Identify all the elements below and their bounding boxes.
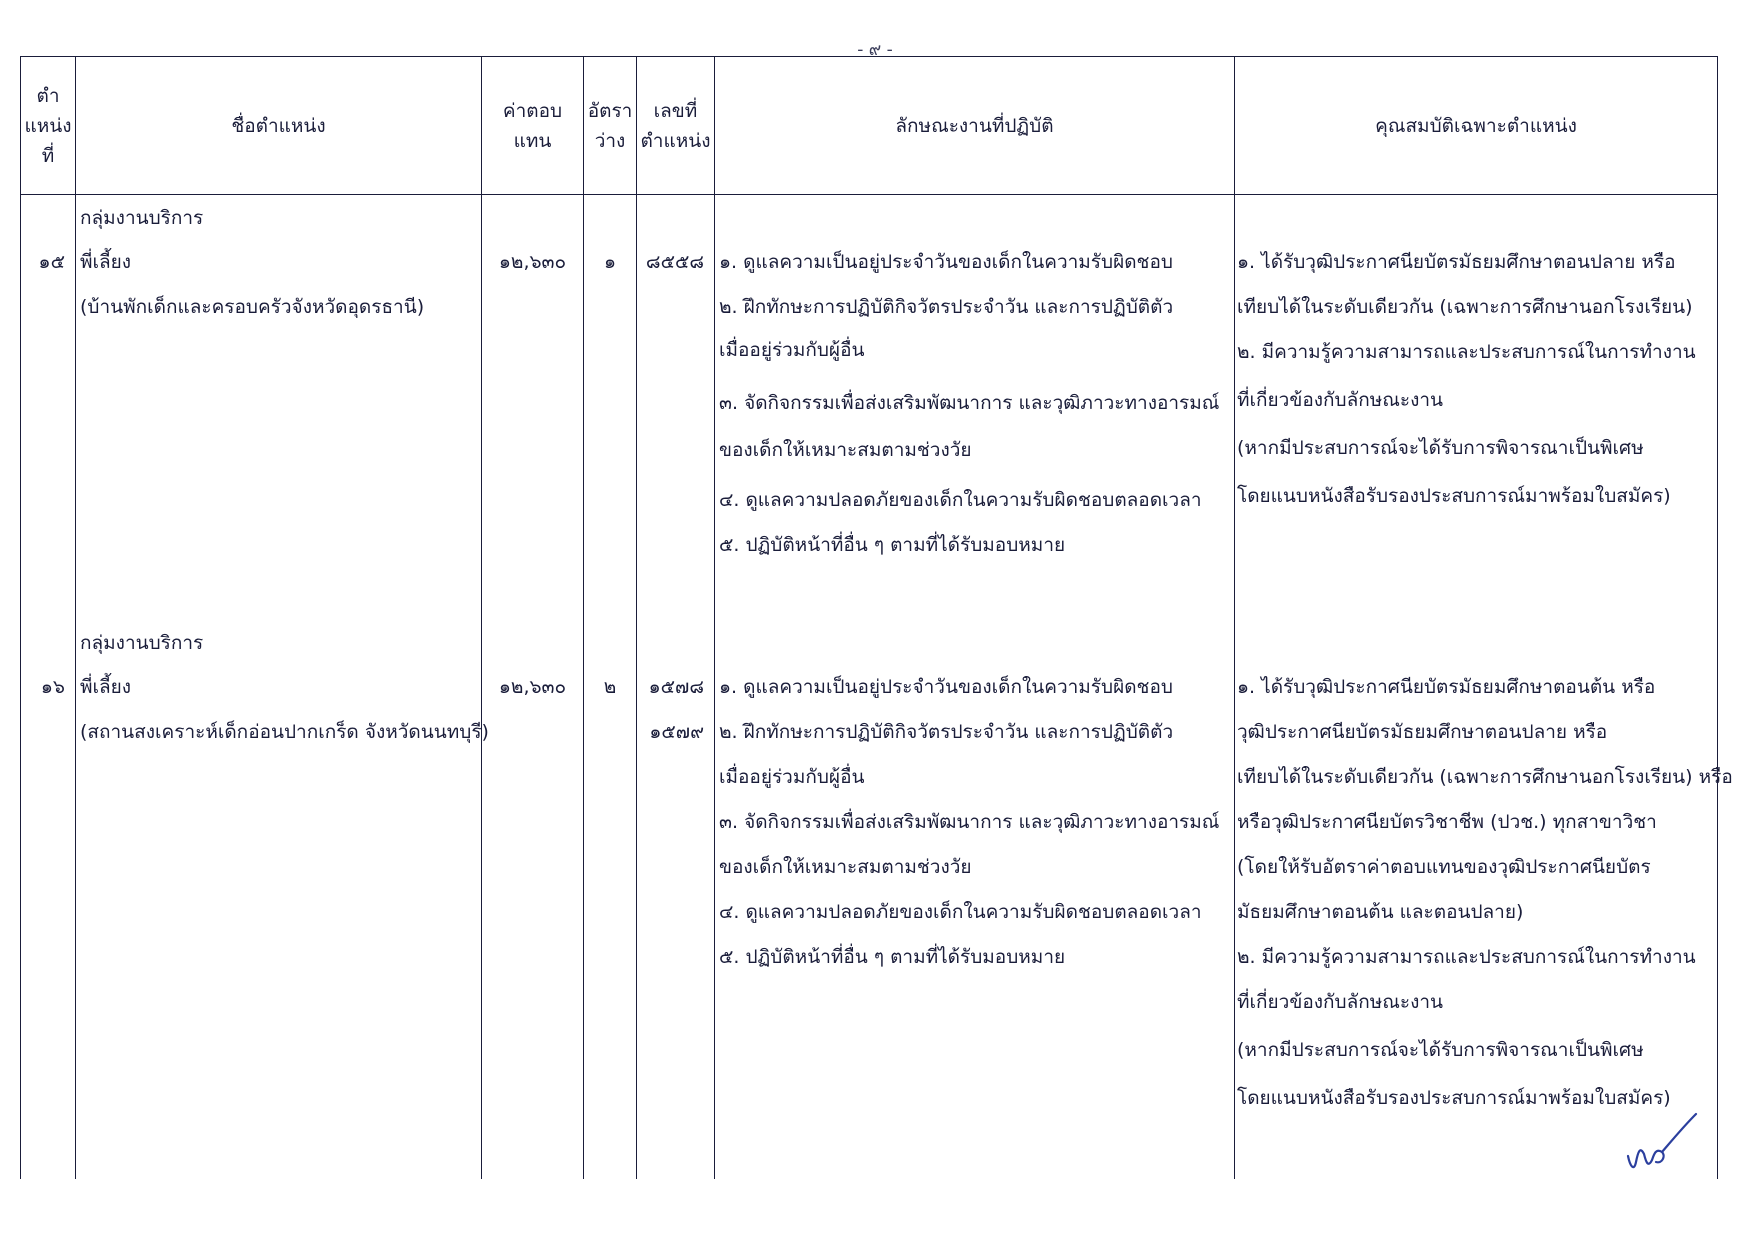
qual-line: วุฒิประกาศนียบัตรมัธยมศึกษาตอนปลาย หรือ — [1237, 721, 1608, 743]
duty-line: ๒. ฝึกทักษะการปฏิบัติกิจวัตรประจำวัน และการปฏิบัติตัว — [719, 721, 1174, 743]
duty-line: ๔. ดูแลความปลอดภัยของเด็กในความรับผิดชอบตลอดเวลา — [719, 901, 1202, 923]
header-row — [21, 57, 1718, 195]
header-duties: ลักษณะงานที่ปฏิบัติ — [715, 57, 1235, 195]
qual-line: (โดยให้รับอัตราค่าตอบแทนของวุฒิประกาศนียบัตร — [1237, 856, 1651, 878]
duty-line: เมื่ออยู่ร่วมกับผู้อื่น — [719, 766, 865, 788]
qual-line: ๒. มีความรู้ความสามารถและประสบการณ์ในการทำงาน — [1237, 946, 1696, 968]
vacancy-value: ๒ — [603, 676, 617, 698]
qual-line: ๑. ได้รับวุฒิประกาศนียบัตรมัธยมศึกษาตอนปลาย หรือ — [1237, 251, 1676, 273]
header-no-line: ที่ — [41, 144, 55, 167]
qual-line: เทียบได้ในระดับเดียวกัน (เฉพาะการศึกษานอกโรงเรียน) — [1237, 296, 1693, 318]
header-position-no — [21, 57, 76, 195]
header-vacancy — [584, 57, 637, 195]
position-no: ๑๖ — [40, 676, 65, 698]
col-qualifications — [1235, 195, 1733, 1180]
position-unit: (สถานสงเคราะห์เด็กอ่อนปากเกร็ด จังหวัดนนทบุรี) — [80, 721, 489, 743]
duty-line: เมื่ออยู่ร่วมกับผู้อื่น — [719, 339, 865, 361]
col-duties — [715, 195, 1235, 1180]
header-pay-line: แทน — [513, 129, 552, 152]
position-no: ๑๕ — [38, 251, 65, 273]
header-posno-line: เลขที่ — [653, 99, 698, 122]
qual-line: โดยแนบหนังสือรับรองประสบการณ์มาพร้อมใบสมัคร) — [1237, 1087, 1671, 1109]
header-no-line: แหน่ง — [24, 114, 72, 137]
header-pay — [482, 57, 584, 195]
pay-value: ๑๒,๖๓๐ — [498, 676, 567, 698]
col-position-number — [637, 195, 715, 1180]
qual-line: ที่เกี่ยวข้องกับลักษณะงาน — [1237, 991, 1444, 1013]
position-number: ๘๕๕๘ — [645, 251, 704, 273]
position-number: ๑๕๗๘ — [648, 676, 704, 698]
page-number: - ๙ - — [857, 40, 893, 60]
duty-line: ของเด็กให้เหมาะสมตามช่วงวัย — [719, 856, 972, 878]
duty-line: ๕. ปฏิบัติหน้าที่อื่น ๆ ตามที่ได้รับมอบหมาย — [719, 946, 1066, 968]
col-vacancy — [584, 195, 637, 1180]
col-pay — [482, 195, 584, 1180]
position-table — [20, 56, 1733, 1179]
duty-line: ของเด็กให้เหมาะสมตามช่วงวัย — [719, 439, 972, 461]
col-position-name — [76, 195, 489, 1180]
group-label: กลุ่มงานบริการ — [80, 632, 204, 654]
col-position-no — [21, 195, 76, 1180]
qual-line: (หากมีประสบการณ์จะได้รับการพิจารณาเป็นพิเศษ — [1237, 437, 1644, 459]
qual-line: หรือวุฒิประกาศนียบัตรวิชาชีพ (ปวช.) ทุกสาขาวิชา — [1237, 811, 1657, 833]
header-position-name: ชื่อตำแหน่ง — [76, 57, 482, 195]
vacancy-value: ๑ — [603, 251, 617, 273]
duty-line: ๔. ดูแลความปลอดภัยของเด็กในความรับผิดชอบตลอดเวลา — [719, 489, 1202, 511]
header-pay-line: ค่าตอบ — [502, 99, 563, 122]
signature-mark — [1622, 1110, 1702, 1180]
qual-line: เทียบได้ในระดับเดียวกัน (เฉพาะการศึกษานอกโรงเรียน) หรือ — [1237, 766, 1733, 788]
duty-line: ๒. ฝึกทักษะการปฏิบัติกิจวัตรประจำวัน และการปฏิบัติตัว — [719, 296, 1174, 318]
duty-line: ๑. ดูแลความเป็นอยู่ประจำวันของเด็กในความรับผิดชอบ — [719, 676, 1173, 698]
qual-line: มัธยมศึกษาตอนต้น และตอนปลาย) — [1237, 901, 1524, 923]
duty-line: ๑. ดูแลความเป็นอยู่ประจำวันของเด็กในความรับผิดชอบ — [719, 251, 1173, 273]
duty-line: ๕. ปฏิบัติหน้าที่อื่น ๆ ตามที่ได้รับมอบหมาย — [719, 534, 1066, 556]
pay-value: ๑๒,๖๓๐ — [498, 251, 567, 273]
header-posno-line: ตำแหน่ง — [640, 129, 711, 152]
header-rate-line: อัตรา — [587, 99, 633, 122]
qual-line: ๑. ได้รับวุฒิประกาศนียบัตรมัธยมศึกษาตอนต้น หรือ — [1237, 676, 1656, 698]
header-qualifications: คุณสมบัติเฉพาะตำแหน่ง — [1235, 57, 1718, 195]
header-rate-line: ว่าง — [594, 129, 626, 152]
duty-line: ๓. จัดกิจกรรมเพื่อส่งเสริมพัฒนาการ และวุฒิภาวะทางอารมณ์ — [719, 811, 1220, 833]
duty-line: ๓. จัดกิจกรรมเพื่อส่งเสริมพัฒนาการ และวุฒิภาวะทางอารมณ์ — [719, 392, 1220, 414]
group-label: กลุ่มงานบริการ — [80, 207, 204, 229]
header-no-line: ตำ — [36, 84, 60, 107]
qual-line: ที่เกี่ยวข้องกับลักษณะงาน — [1237, 389, 1444, 411]
position-title: พี่เลี้ยง — [80, 251, 132, 273]
header-position-number — [637, 57, 715, 195]
position-unit: (บ้านพักเด็กและครอบครัวจังหวัดอุดรธานี) — [80, 296, 425, 318]
qual-line: โดยแนบหนังสือรับรองประสบการณ์มาพร้อมใบสมัคร) — [1237, 485, 1671, 507]
qual-line: ๒. มีความรู้ความสามารถและประสบการณ์ในการทำงาน — [1237, 341, 1696, 363]
qual-line: (หากมีประสบการณ์จะได้รับการพิจารณาเป็นพิเศษ — [1237, 1039, 1644, 1061]
position-number: ๑๕๗๙ — [649, 721, 704, 743]
table-row — [21, 195, 1718, 1180]
position-title: พี่เลี้ยง — [80, 676, 132, 698]
